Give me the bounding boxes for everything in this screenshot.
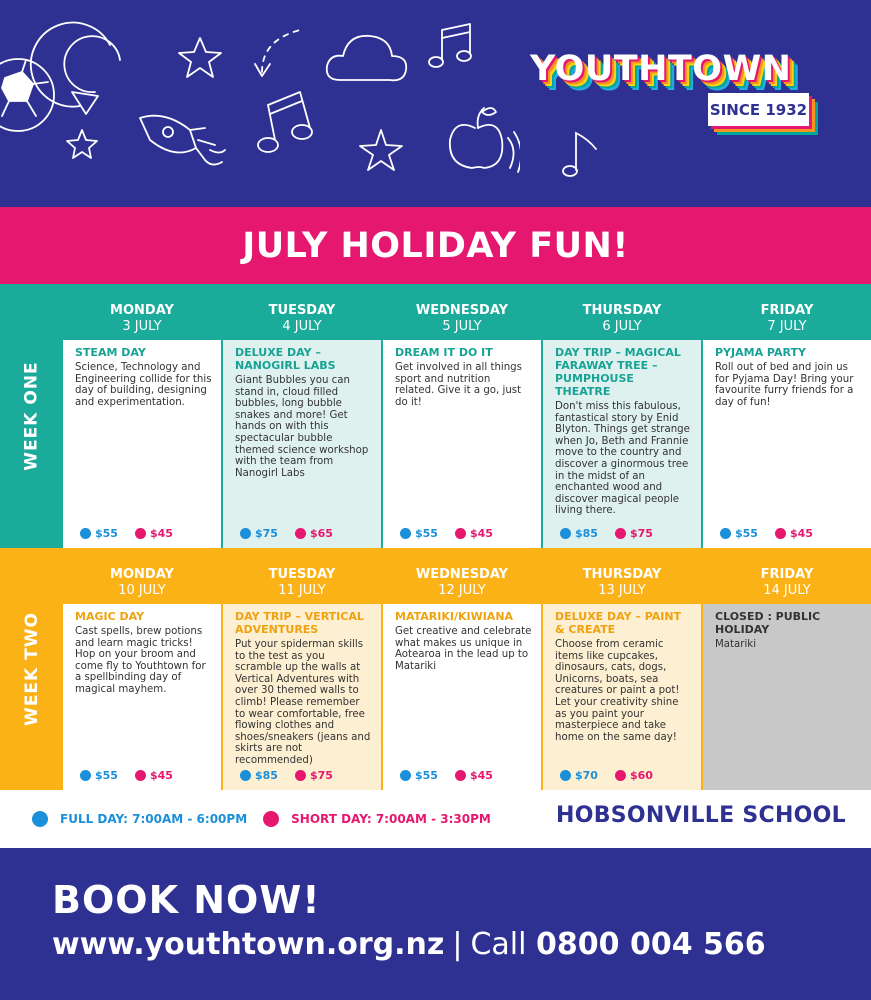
- star-icon: [179, 38, 221, 77]
- day-date: 5 JULY: [442, 319, 482, 334]
- day-date: 12 JULY: [438, 583, 486, 598]
- activity-description: Cast spells, brew potions and learn magic tricks! Hop on your broom and come fly to Youthtown for a spellbinding day of magical mayhem.: [75, 626, 206, 695]
- day-cell-closed: [703, 548, 871, 790]
- prices: [400, 769, 493, 782]
- full-day-price: $55: [415, 527, 438, 540]
- week-one-row: [0, 284, 871, 548]
- full-day-price: $85: [575, 527, 598, 540]
- short-day-dot-icon: [455, 528, 466, 539]
- day-cell: [223, 548, 381, 790]
- activity-title: CLOSED : PUBLIC HOLIDAY: [715, 610, 821, 636]
- prices: [560, 527, 653, 540]
- activity-title: DELUXE DAY – PAINT & CREATE: [555, 610, 682, 636]
- prices: [240, 527, 333, 540]
- rocket-icon: [140, 116, 225, 165]
- day-cell: [223, 284, 381, 548]
- full-day-price: $75: [255, 527, 278, 540]
- day-date: 3 JULY: [122, 319, 162, 334]
- short-day-dot-icon: [615, 770, 626, 781]
- full-day-dot-icon: [32, 811, 48, 827]
- full-day-price: $85: [255, 769, 278, 782]
- short-day-price: $65: [309, 527, 333, 540]
- full-day-dot-icon: [560, 528, 571, 539]
- day-cell: [383, 284, 541, 548]
- activity-title: DREAM IT DO IT: [395, 346, 493, 359]
- activity-title: PYJAMA PARTY: [715, 346, 806, 359]
- full-day-dot-icon: [80, 528, 91, 539]
- activity-title: MAGIC DAY: [75, 610, 145, 623]
- full-day-dot-icon: [240, 528, 251, 539]
- full-day-dot-icon: [720, 528, 731, 539]
- logo-wordmark: YOUTHTOWN: [530, 49, 792, 89]
- day-name: TUESDAY: [268, 303, 336, 318]
- day-date: 10 JULY: [118, 583, 166, 598]
- full-day-price: $55: [95, 769, 118, 782]
- day-name: MONDAY: [110, 303, 174, 318]
- prices: [400, 527, 493, 540]
- soccer-ball-icon: [0, 59, 54, 131]
- day-name: TUESDAY: [268, 567, 336, 582]
- full-day-dot-icon: [400, 770, 411, 781]
- week-two-row: [0, 548, 871, 790]
- week-label: WEEK ONE: [21, 361, 42, 471]
- phone-number[interactable]: 0800 004 566: [536, 927, 766, 962]
- week-label: WEEK TWO: [21, 612, 42, 726]
- short-day-price: $45: [469, 527, 493, 540]
- short-day-price: $45: [149, 527, 173, 540]
- activity-description: Choose from ceramic items like cupcakes, dinosaurs, cats, dogs, Unicorns, boats, sea creatures or paint a pot! Let your creativity shine as you paint your masterpiece and take home on the same day!: [555, 639, 680, 743]
- activity-title: DELUXE DAY – NANOGIRL LABS: [235, 346, 336, 372]
- activity-description: Science, Technology and Engineering collide for this day of building, designing and experimentation.: [75, 362, 212, 408]
- day-cell: [63, 548, 221, 790]
- separator: |: [452, 927, 463, 962]
- activity-description: Giant Bubbles you can stand in, cloud filled bubbles, long bubble snakes and more! Get hands on with this spectacular bubble themed science workshop with the team from Nanogirl Labs: [235, 375, 369, 479]
- book-now-heading: BOOK NOW!: [52, 878, 321, 922]
- full-day-price: $55: [735, 527, 758, 540]
- apple-icon: [450, 108, 520, 172]
- full-day-price: $55: [415, 769, 438, 782]
- short-day-dot-icon: [455, 770, 466, 781]
- full-day-price: $55: [95, 527, 118, 540]
- activity-description: Matariki: [715, 639, 757, 650]
- activity-description: Get involved in all things sport and nutrition related. Give it a go, just do it!: [395, 362, 522, 408]
- cloud-icon: [327, 36, 406, 80]
- header: [0, 0, 871, 207]
- full-day-dot-icon: [400, 528, 411, 539]
- short-day-price: $45: [469, 769, 493, 782]
- day-cell: [383, 548, 541, 790]
- short-day-price: $45: [149, 769, 173, 782]
- full-day-price: $70: [575, 769, 598, 782]
- music-note-icon: [258, 92, 312, 152]
- activity-description: Get creative and celebrate what makes us unique in Aotearoa in the lead up to Matariki: [395, 626, 532, 672]
- activity-title: DAY TRIP – MAGICAL FARAWAY TREE – PUMPHOUSE THEATRE: [555, 346, 681, 398]
- activity-description: Put your spiderman skills to the test as you scramble up the walls at Vertical Adventures with over 30 themed walls to climb! Please remember to wear comfortable, free flowing clothes and shoes/sneakers (jeans and skirts are not recommended): [235, 639, 371, 766]
- day-cell: [543, 548, 701, 790]
- short-day-price: $75: [309, 769, 333, 782]
- music-note-icon: [429, 24, 471, 67]
- legend-full-day: FULL DAY: 7:00AM - 6:00PM: [32, 811, 247, 827]
- day-name: MONDAY: [110, 567, 174, 582]
- full-day-dot-icon: [560, 770, 571, 781]
- contact-line: [52, 927, 766, 962]
- day-date: 7 JULY: [767, 319, 807, 334]
- doodles-decoration: [0, 0, 520, 207]
- legend-bar: [0, 790, 871, 848]
- short-day-dot-icon: [263, 811, 279, 827]
- footer: [0, 848, 871, 1000]
- short-day-price: $45: [789, 527, 813, 540]
- day-name: THURSDAY: [582, 567, 662, 582]
- short-day-dot-icon: [775, 528, 786, 539]
- day-name: FRIDAY: [760, 567, 814, 582]
- website-link[interactable]: www.youthtown.org.nz: [52, 927, 445, 962]
- school-name: HOBSONVILLE SCHOOL: [555, 803, 846, 828]
- activity-title: STEAM DAY: [75, 346, 146, 359]
- legend-short-day: SHORT DAY: 7:00AM - 3:30PM: [263, 811, 491, 827]
- prices: [560, 769, 653, 782]
- short-day-price: $60: [629, 769, 653, 782]
- full-day-dot-icon: [240, 770, 251, 781]
- day-date: 4 JULY: [282, 319, 322, 334]
- page-title: JULY HOLIDAY FUN!: [242, 225, 629, 266]
- logo-since-badge: SINCE 1932: [708, 93, 809, 126]
- youthtown-logo: [530, 50, 830, 140]
- day-cell: [63, 284, 221, 548]
- day-date: 11 JULY: [278, 583, 326, 598]
- day-date: 6 JULY: [602, 319, 642, 334]
- activity-description: Don't miss this fabulous, fantastical story by Enid Blyton. Things get strange when Jo, Beth and Frannie move to the country and discover a ginormous tree in the midst of an enchanted wood and discover magical people living there.: [555, 401, 690, 517]
- prices: [80, 527, 173, 540]
- prices: [720, 527, 813, 540]
- star-icon: [67, 130, 97, 158]
- short-day-dot-icon: [615, 528, 626, 539]
- day-cell: [703, 284, 871, 548]
- day-date: 13 JULY: [598, 583, 646, 598]
- full-day-dot-icon: [80, 770, 91, 781]
- day-name: THURSDAY: [582, 303, 662, 318]
- prices: [80, 769, 173, 782]
- activity-title: MATARIKI/KIWIANA: [395, 610, 514, 623]
- refresh-arrow-icon: [31, 23, 120, 114]
- activity-description: Roll out of bed and join us for Pyjama Day! Bring your favourite furry friends for a day of fun!: [715, 362, 854, 408]
- star-icon: [360, 130, 402, 170]
- day-cell: [543, 284, 701, 548]
- day-name: FRIDAY: [760, 303, 814, 318]
- activity-title: DAY TRIP – VERTICAL ADVENTURES: [235, 610, 364, 636]
- title-banner: [0, 207, 871, 284]
- short-day-dot-icon: [295, 770, 306, 781]
- short-day-dot-icon: [135, 528, 146, 539]
- day-date: 14 JULY: [763, 583, 811, 598]
- prices: [240, 769, 333, 782]
- short-day-price: $75: [629, 527, 653, 540]
- call-label: Call: [470, 927, 527, 962]
- short-day-dot-icon: [135, 770, 146, 781]
- short-day-dot-icon: [295, 528, 306, 539]
- day-name: WEDNESDAY: [415, 567, 509, 582]
- dashed-arrow-icon: [255, 30, 300, 76]
- day-name: WEDNESDAY: [415, 303, 509, 318]
